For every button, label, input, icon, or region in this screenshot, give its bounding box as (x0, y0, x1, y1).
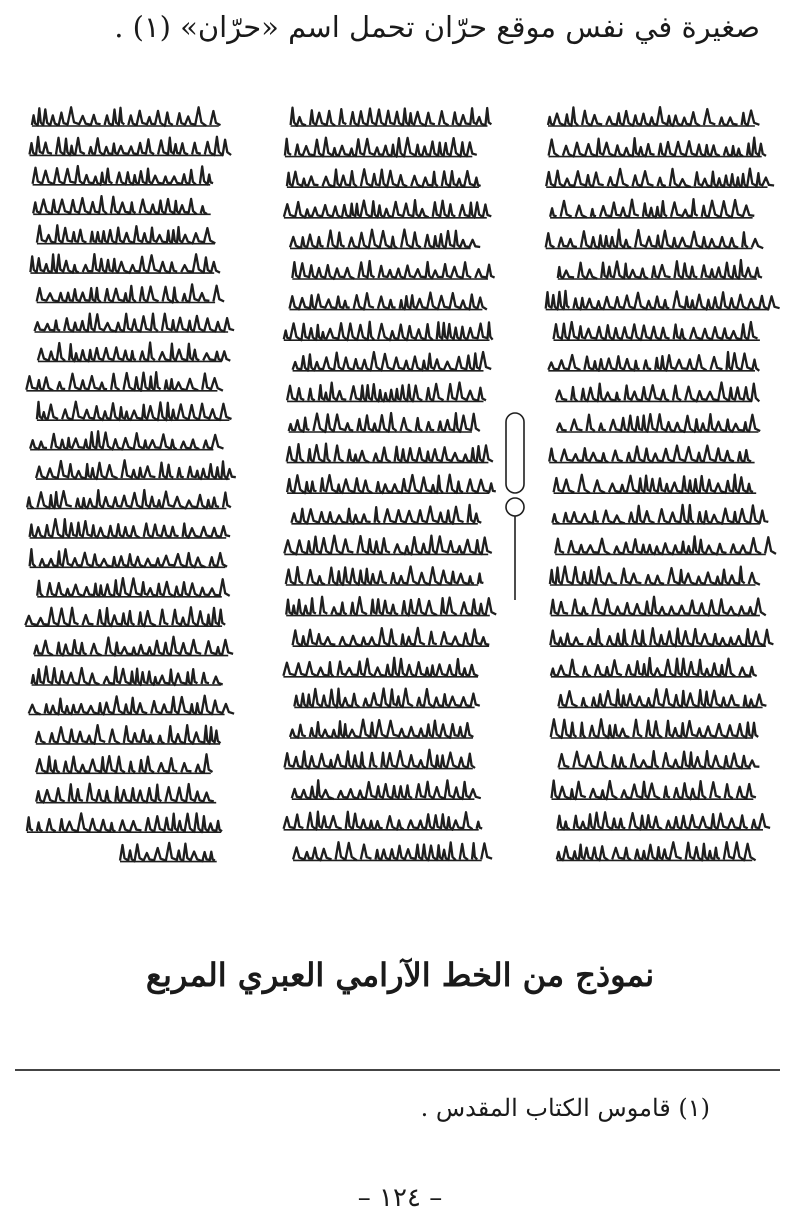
manuscript-line (37, 225, 215, 243)
manuscript-line (550, 628, 773, 646)
manuscript-line (36, 460, 236, 479)
margin-ornament (506, 413, 524, 600)
manuscript-line (286, 597, 496, 616)
manuscript-line (557, 812, 770, 829)
manuscript-line (30, 254, 220, 273)
manuscript-line (25, 607, 229, 626)
manuscript-column-right (546, 107, 780, 860)
manuscript-line (292, 780, 481, 799)
manuscript-line (287, 169, 481, 187)
manuscript-line (284, 200, 491, 218)
manuscript-line (30, 137, 236, 155)
manuscript-line (284, 812, 483, 830)
manuscript-line (32, 667, 223, 686)
manuscript-line (290, 720, 473, 738)
ornament-stroke (506, 498, 524, 516)
manuscript-line (36, 725, 221, 744)
manuscript-line (557, 842, 756, 860)
manuscript-line (287, 444, 493, 463)
manuscript-line (291, 108, 492, 126)
manuscript-line (548, 107, 759, 126)
manuscript-line (284, 536, 492, 555)
manuscript-line (558, 260, 762, 279)
manuscript-line (287, 475, 496, 494)
manuscript-column-left (25, 107, 236, 861)
manuscript-line (286, 567, 488, 585)
manuscript-line (37, 284, 224, 302)
manuscript-line (29, 696, 234, 715)
manuscript-line (33, 196, 211, 214)
manuscript-line (283, 658, 478, 677)
manuscript-line (293, 842, 492, 860)
manuscript-line (550, 567, 760, 585)
manuscript-line (557, 414, 761, 432)
manuscript-line (27, 490, 231, 508)
manuscript-line (559, 751, 760, 768)
manuscript-line (284, 322, 493, 340)
manuscript-line (33, 166, 214, 185)
manuscript-line (36, 784, 218, 803)
manuscript-line (554, 322, 762, 340)
manuscript-line (294, 689, 484, 708)
manuscript-line (30, 431, 223, 449)
manuscript-line (550, 199, 754, 218)
manuscript-line (35, 314, 235, 332)
manuscript-line (38, 343, 234, 362)
manuscript-line (548, 352, 759, 371)
manuscript-line (546, 169, 774, 187)
manuscript-line (37, 402, 232, 421)
manuscript-line (289, 413, 480, 432)
manuscript-line (287, 383, 486, 402)
manuscript-line (37, 578, 230, 597)
manuscript-facsimile (20, 95, 780, 895)
manuscript-line (549, 446, 755, 463)
footnote: (١) قاموس الكتاب المقدس . (420, 1094, 710, 1122)
manuscript-line (551, 597, 770, 616)
manuscript-line (285, 138, 477, 157)
manuscript-line (556, 383, 759, 402)
manuscript-line (554, 475, 757, 493)
manuscript-line (26, 372, 223, 391)
manuscript-line (30, 519, 231, 538)
manuscript-line (285, 750, 476, 769)
manuscript-line (30, 549, 232, 567)
manuscript-line (290, 293, 487, 310)
manuscript-line (546, 291, 780, 310)
manuscript-line (290, 230, 480, 249)
manuscript-line (551, 719, 759, 738)
manuscript-line (555, 536, 776, 554)
manuscript-line (32, 107, 221, 126)
ornament-stroke (506, 413, 524, 493)
manuscript-line (549, 138, 766, 157)
manuscript-line (293, 352, 492, 371)
continuation-text-line: صغيرة في نفس موقع حرّان تحمل اسم «حرّان» (١) . (114, 10, 760, 44)
manuscript-line (546, 230, 764, 249)
manuscript-line (551, 658, 761, 677)
manuscript-sample-image (20, 95, 780, 895)
manuscript-line (291, 505, 481, 524)
manuscript-line (293, 628, 490, 646)
page-number: – ١٢٤ – (357, 1183, 443, 1213)
manuscript-line (552, 781, 756, 800)
manuscript-line (558, 689, 766, 707)
manuscript-line (292, 261, 494, 279)
manuscript-line (120, 843, 219, 862)
figure-caption: نموذج من الخط الآرامي العبري المربع (145, 956, 655, 994)
footnote-divider (15, 1069, 780, 1071)
manuscript-line (36, 754, 212, 773)
manuscript-line (34, 637, 233, 656)
manuscript-column-middle (283, 108, 496, 861)
manuscript-line (27, 813, 222, 832)
manuscript-line (552, 505, 772, 524)
